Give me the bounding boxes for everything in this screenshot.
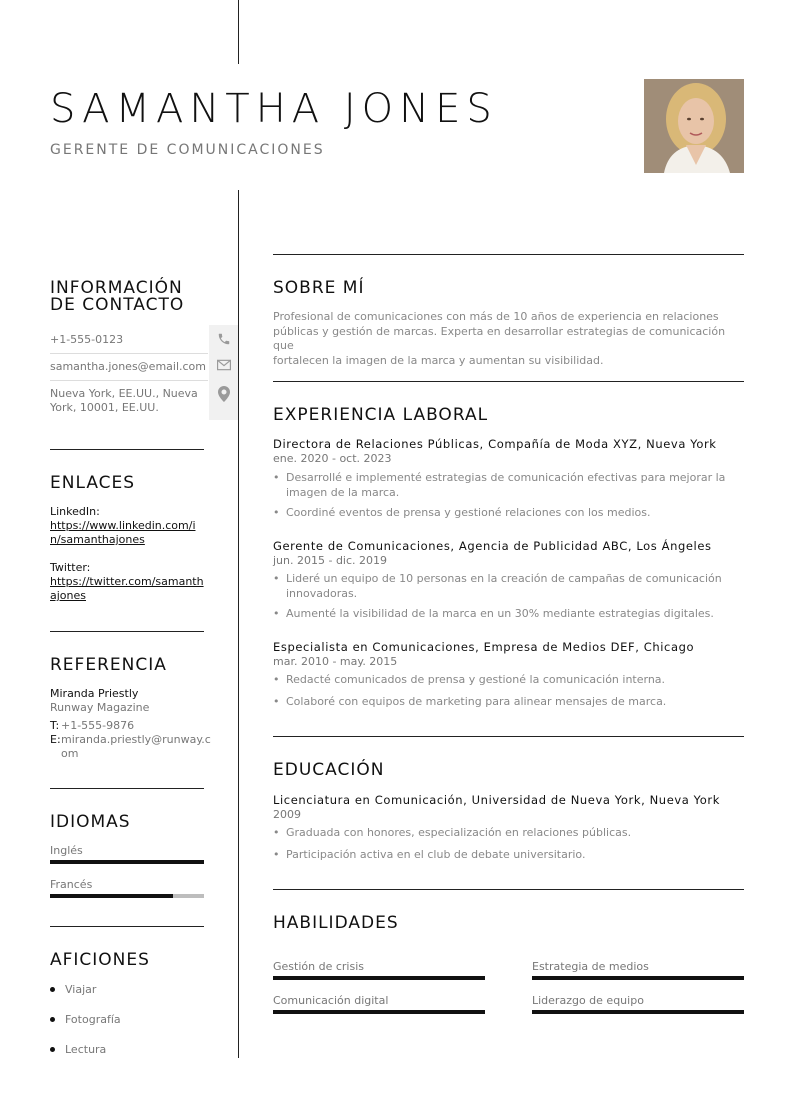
skill-level-fill — [532, 976, 744, 980]
candidate-name: SAMANTHA JONES — [50, 86, 498, 132]
linkedin-label: LinkedIn: — [50, 505, 100, 518]
job-title: Directora de Relaciones Públicas, Compañía de Moda XYZ, Nueva York — [273, 437, 717, 451]
contact-heading — [50, 280, 184, 314]
twitter-link[interactable] — [50, 575, 204, 603]
contact-email[interactable]: samantha.jones@email.com — [50, 360, 207, 373]
links-heading: ENLACES — [50, 473, 136, 493]
skill-name: Comunicación digital — [273, 994, 389, 1007]
hobby-item: Viajar — [65, 983, 97, 996]
bullet-dot: • — [273, 572, 280, 585]
bullet-dot: • — [273, 471, 280, 484]
experience-heading: EXPERIENCIA LABORAL — [273, 405, 489, 425]
job-date: mar. 2010 - may. 2015 — [273, 655, 398, 668]
phone-icon — [215, 332, 233, 350]
bullet-dot: • — [273, 607, 280, 620]
reference-email[interactable] — [61, 733, 211, 761]
reference-email-line2[interactable]: om — [61, 747, 79, 760]
skill-level-fill — [273, 1010, 485, 1014]
job-bullet-text — [286, 572, 726, 601]
contact-address-line2: York, 10001, EE.UU. — [50, 401, 159, 414]
section-divider — [50, 788, 204, 789]
section-divider — [273, 381, 744, 382]
profile-photo — [644, 79, 744, 173]
section-divider — [273, 889, 744, 890]
job-title: Especialista en Comunicaciones, Empresa de Medios DEF, Chicago — [273, 640, 695, 654]
mail-icon — [215, 359, 233, 377]
about-line: Profesional de comunicaciones con más de 10 años de experiencia en relaciones — [273, 310, 719, 323]
job-title: Gerente de Comunicaciones, Agencia de Publicidad ABC, Los Ángeles — [273, 539, 712, 553]
job-date: jun. 2015 - dic. 2019 — [273, 554, 388, 567]
bullet-dot: • — [273, 673, 280, 686]
bullet-dot — [50, 987, 55, 992]
reference-email-line1[interactable]: miranda.priestly@runway.c — [61, 733, 211, 746]
section-divider — [50, 449, 204, 450]
about-heading: SOBRE MÍ — [273, 278, 365, 298]
hobby-item: Fotografía — [65, 1013, 121, 1026]
job-bullet-line: imagen de la marca. — [286, 485, 400, 499]
skill-name: Liderazgo de equipo — [532, 994, 644, 1007]
bullet-dot: • — [273, 848, 280, 861]
reference-name: Miranda Priestly — [50, 687, 139, 700]
language-name: Francés — [50, 878, 93, 891]
about-line: públicas y gestión de marcas. Experta en desarrollar estrategias de comunicación que — [273, 324, 726, 352]
education-bullet-text: Graduada con honores, especialización en relaciones públicas. — [286, 826, 632, 839]
skills-heading: HABILIDADES — [273, 913, 399, 933]
candidate-title: GERENTE DE COMUNICACIONES — [50, 142, 325, 158]
location-pin-icon — [215, 386, 233, 404]
education-bullet-text: Participación activa en el club de debate universitario. — [286, 848, 586, 861]
contact-address-line1: Nueva York, EE.UU., Nueva — [50, 387, 198, 400]
job-date: ene. 2020 - oct. 2023 — [273, 452, 392, 465]
about-text — [273, 310, 744, 368]
job-bullet-text: Redacté comunicados de prensa y gestioné la comunicación interna. — [286, 673, 666, 686]
section-divider — [273, 736, 744, 737]
reference-phone[interactable]: +1-555-9876 — [61, 719, 135, 732]
profile-photo-image — [644, 79, 744, 173]
linkedin-link-line2[interactable]: n/samanthajones — [50, 533, 145, 546]
education-year: 2009 — [273, 808, 301, 821]
contact-heading-line2: DE CONTACTO — [50, 295, 185, 315]
language-level-fill — [50, 894, 173, 898]
skill-level-fill — [532, 1010, 744, 1014]
job-bullet-line: innovadoras. — [286, 586, 358, 600]
contact-separator — [50, 353, 208, 354]
twitter-label: Twitter: — [50, 561, 91, 574]
linkedin-link-line1[interactable]: https://www.linkedin.com/i — [50, 519, 196, 532]
bullet-dot: • — [273, 506, 280, 519]
hobby-item: Lectura — [65, 1043, 107, 1056]
bullet-dot: • — [273, 695, 280, 708]
job-bullet-line: Desarrollé e implementé estrategias de comunicación efectivas para mejorar la — [286, 471, 726, 484]
skill-level-fill — [273, 976, 485, 980]
contact-separator — [50, 380, 208, 381]
section-divider — [273, 254, 744, 255]
job-bullet-text: Aumenté la visibilidad de la marca en un 30% mediante estrategias digitales. — [286, 607, 714, 620]
education-heading: EDUCACIÓN — [273, 760, 385, 780]
skill-name: Gestión de crisis — [273, 960, 364, 973]
about-line: fortalecen la imagen de la marca y aumentan su visibilidad. — [273, 353, 604, 367]
contact-heading-line1: INFORMACIÓN — [50, 278, 183, 298]
sidebar-divider-line — [238, 190, 239, 1058]
section-divider — [50, 926, 204, 927]
twitter-link-line2[interactable]: ajones — [50, 589, 86, 602]
twitter-link-line1[interactable]: https://twitter.com/samanth — [50, 575, 204, 588]
reference-heading: REFERENCIA — [50, 655, 167, 675]
linkedin-link[interactable] — [50, 519, 196, 547]
skill-name: Estrategia de medios — [532, 960, 649, 973]
bullet-dot: • — [273, 826, 280, 839]
hobbies-heading: AFICIONES — [50, 950, 150, 970]
bullet-dot — [50, 1017, 55, 1022]
section-divider — [50, 631, 204, 632]
top-divider-line — [238, 0, 239, 64]
education-degree: Licenciatura en Comunicación, Universidad de Nueva York, Nueva York — [273, 793, 720, 807]
language-level-fill — [50, 860, 204, 864]
contact-address — [50, 387, 198, 415]
reference-email-label: E: — [50, 733, 61, 746]
language-name: Inglés — [50, 844, 83, 857]
bullet-dot — [50, 1047, 55, 1052]
reference-phone-label: T: — [50, 719, 60, 732]
job-bullet-text: Coordiné eventos de prensa y gestioné relaciones con los medios. — [286, 506, 651, 519]
job-bullet-line: Lideré un equipo de 10 personas en la creación de campañas de comunicación — [286, 572, 722, 585]
reference-company: Runway Magazine — [50, 701, 150, 714]
languages-heading: IDIOMAS — [50, 812, 131, 832]
contact-phone[interactable]: +1-555-0123 — [50, 333, 124, 346]
job-bullet-text: Colaboré con equipos de marketing para alinear mensajes de marca. — [286, 695, 667, 708]
job-bullet-text — [286, 471, 726, 500]
